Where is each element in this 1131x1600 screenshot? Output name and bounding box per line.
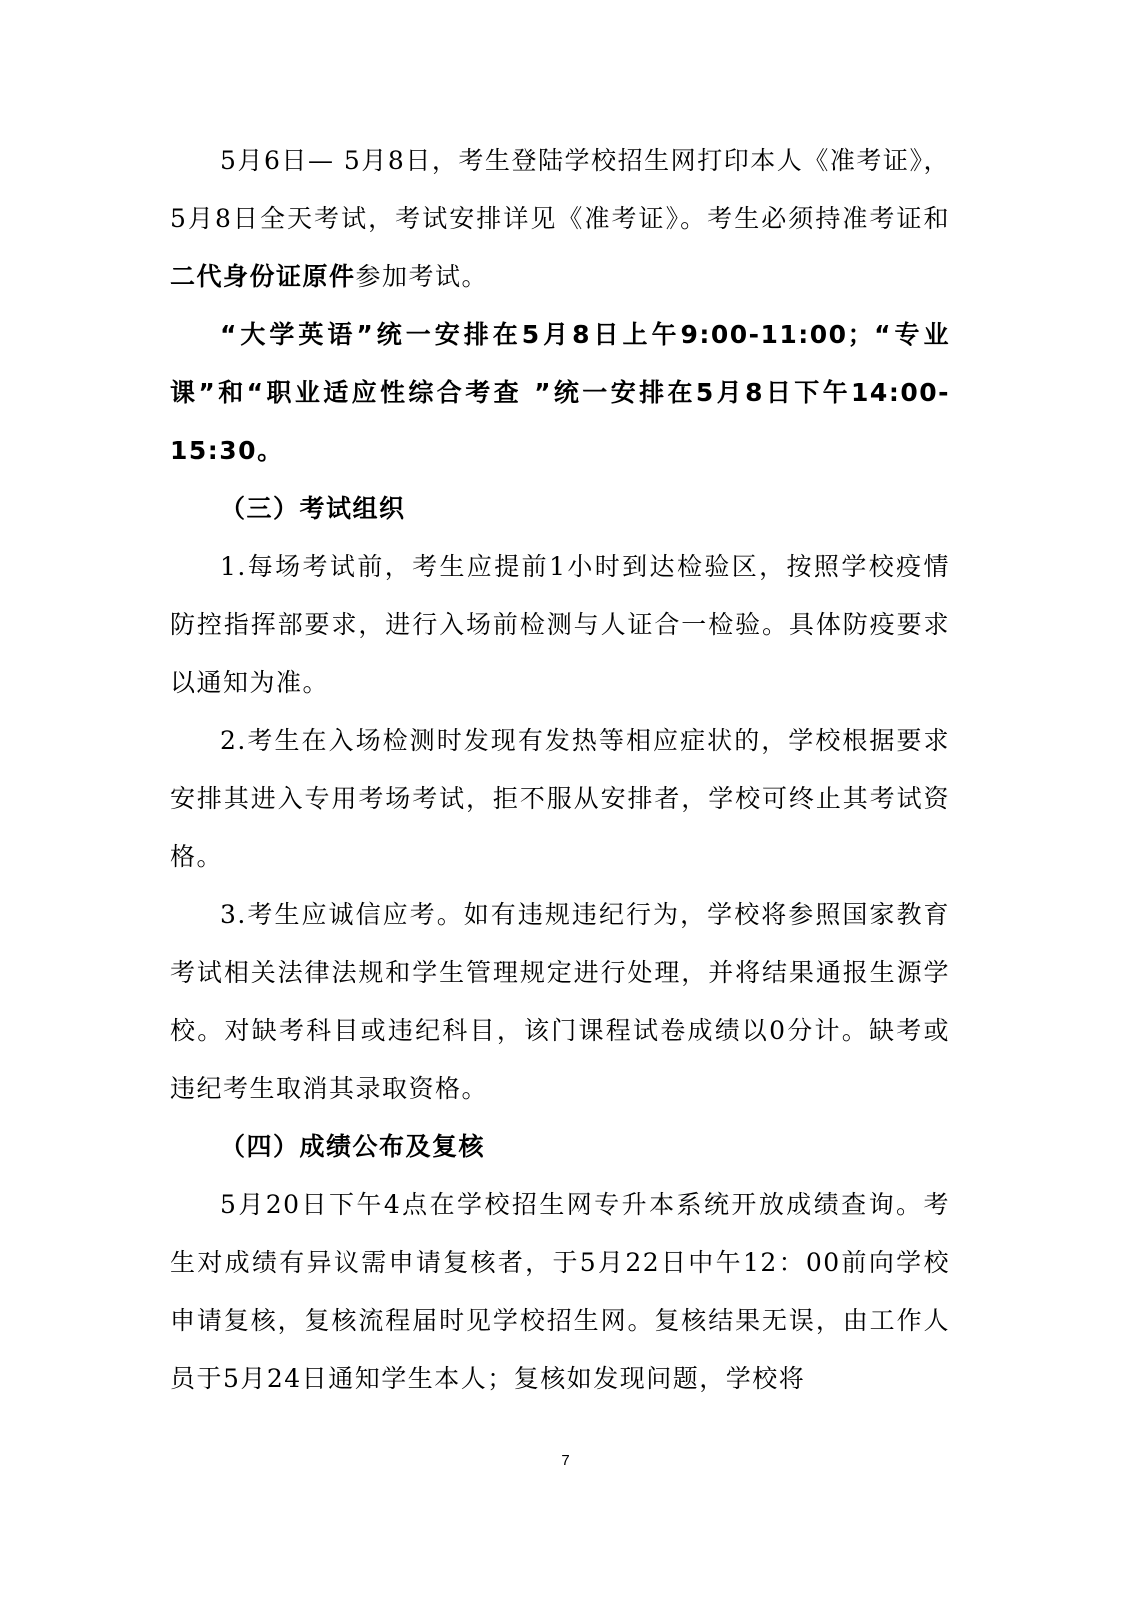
paragraph-rule-1: 1.每场考试前，考生应提前1小时到达检验区，按照学校疫情防控指挥部要求，进行入场前检测与人证合一检验。具体防疫要求以通知为准。 xyxy=(170,552,950,697)
id-card-requirement: 二代身份证原件 xyxy=(170,262,356,291)
paragraph-exam-dates-text: 5月6日— 5月8日，考生登陆学校招生网打印本人《准考证》，5月8日全天考试，考试安排详见《准考证》。考生必须持准考证和 xyxy=(170,146,950,233)
section-heading-results: （四）成绩公布及复核 xyxy=(220,1132,486,1161)
paragraph-rule-3: 3.考生应诚信应考。如有违规违纪行为，学校将参照国家教育考试相关法律法规和学生管理规定进行处理，并将结果通报生源学校。对缺考科目或违纪科目，该门课程试卷成绩以0分计。缺考或违纪考生取消其录取资格。 xyxy=(170,900,950,1103)
paragraph-exam-schedule: “大学英语”统一安排在5月8日上午9:00-11:00；“专业课”和“职业适应性综合考查 ”统一安排在5月8日下午14:00-15:30。 xyxy=(170,320,950,465)
paragraph-results: 5月20日下午4点在学校招生网专升本系统开放成绩查询。考生对成绩有异议需申请复核者，于5月22日中午12：00前向学校申请复核，复核流程届时见学校招生网。复核结果无误，由工作人员于5月24日通知学生本人；复核如发现问题，学校将 xyxy=(170,1190,950,1393)
section-heading-exam-organization: （三）考试组织 xyxy=(220,494,406,523)
paragraph-rule-2: 2.考生在入场检测时发现有发热等相应症状的，学校根据要求安排其进入专用考场考试，拒不服从安排者，学校可终止其考试资格。 xyxy=(170,726,950,871)
paragraph-exam-dates-end: 参加考试。 xyxy=(355,262,489,291)
paragraph-exam-dates xyxy=(170,132,950,306)
page-number: 7 xyxy=(561,1452,570,1469)
page-body xyxy=(170,132,950,1408)
